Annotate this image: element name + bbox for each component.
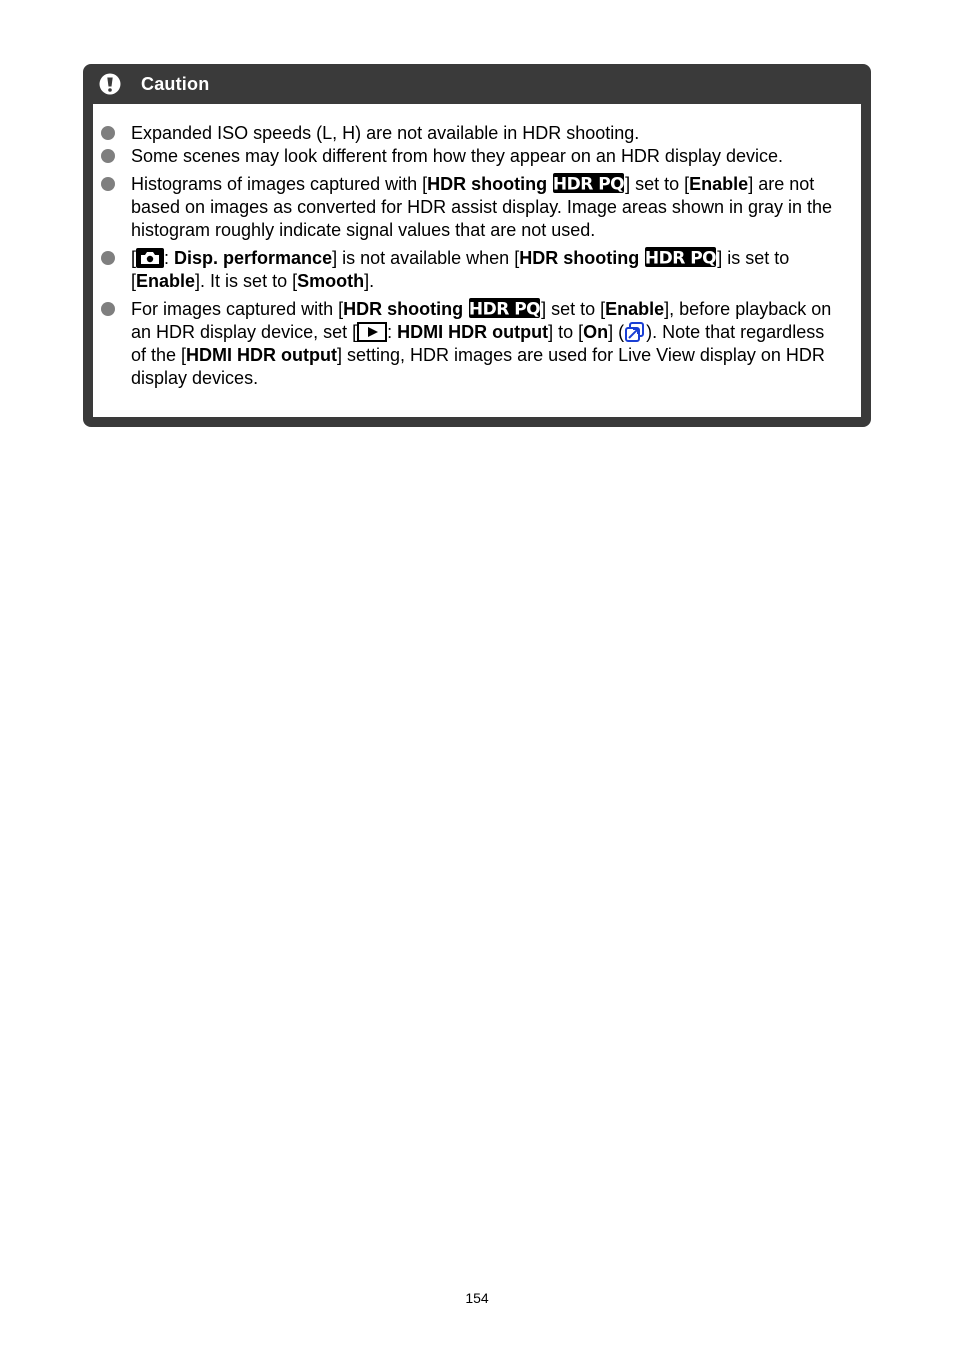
bullet-icon (101, 177, 115, 191)
item-text: Some scenes may look different from how they appear on an HDR display device. (131, 146, 783, 166)
bullet-icon (101, 302, 115, 316)
hdr-pq-badge (645, 247, 716, 267)
list-item (93, 298, 861, 390)
item-text: Expanded ISO speeds (L, H) are not available in HDR shooting. (131, 123, 640, 143)
svg-text:HDR PQ: HDR PQ (469, 299, 541, 318)
item-text: ], before playback on an HDR display device, set [ (131, 299, 832, 342)
item-text: ] ( (608, 322, 625, 342)
exclamation-icon (99, 73, 121, 95)
hdr-pq-badge (553, 173, 624, 193)
enable-label: Enable (605, 299, 665, 319)
bullet-icon (101, 149, 115, 163)
item-text: Note that regardless of the [ (131, 322, 825, 365)
on-label: On (583, 322, 609, 342)
smooth-label: Smooth (297, 271, 365, 291)
caution-header (83, 64, 871, 104)
item-text: ] are not based on images as converted for HDR assist display. Image areas shown in gray in the histogram roughly indicate signal values that are not used. (131, 174, 833, 240)
item-text: ] setting, HDR images are used for Live View display on HDR display devices. (131, 345, 825, 388)
hdr-pq-badge (469, 298, 540, 318)
link-icon[interactable] (624, 321, 646, 343)
bullet-icon (101, 251, 115, 265)
playback-icon (357, 322, 387, 342)
hdmi-hdr-output-label: HDMI HDR output (186, 345, 338, 365)
caution-title: Caution (141, 73, 210, 94)
item-text: ] is set to [ (131, 248, 790, 291)
item-text: : (164, 248, 175, 268)
item-text: ] set to [ (625, 174, 690, 194)
camera-icon (136, 248, 164, 268)
bullet-icon (101, 126, 115, 140)
item-text: ] to [ (548, 322, 584, 342)
enable-label: Enable (689, 174, 749, 194)
item-text: : (387, 322, 398, 342)
svg-text:HDR PQ: HDR PQ (553, 174, 625, 193)
item-text: For images captured with [ (131, 299, 344, 319)
hdr-shooting-label: HDR shooting (519, 248, 640, 268)
item-text: ]. It is set to [ (195, 271, 298, 291)
page-number: 154 (465, 1290, 489, 1306)
item-text: Histograms of images captured with [ (131, 174, 428, 194)
item-text: [ (131, 248, 137, 268)
svg-text:HDR PQ: HDR PQ (645, 248, 717, 267)
item-text: ] set to [ (541, 299, 606, 319)
item-text: ]. (364, 271, 375, 291)
caution-list (93, 122, 861, 390)
caution-body (93, 104, 861, 417)
enable-label: Enable (136, 271, 196, 291)
item-text: ). (646, 322, 658, 342)
list-item (93, 145, 861, 168)
hdmi-hdr-output-label: HDMI HDR output (397, 322, 549, 342)
list-item (93, 122, 861, 145)
item-text: ] is not available when [ (332, 248, 520, 268)
list-item (93, 247, 861, 293)
hdr-shooting-label: HDR shooting (427, 174, 548, 194)
hdr-shooting-label: HDR shooting (343, 299, 464, 319)
caution-box (83, 64, 871, 427)
disp-performance-label: Disp. performance (174, 248, 333, 268)
list-item (93, 173, 861, 242)
